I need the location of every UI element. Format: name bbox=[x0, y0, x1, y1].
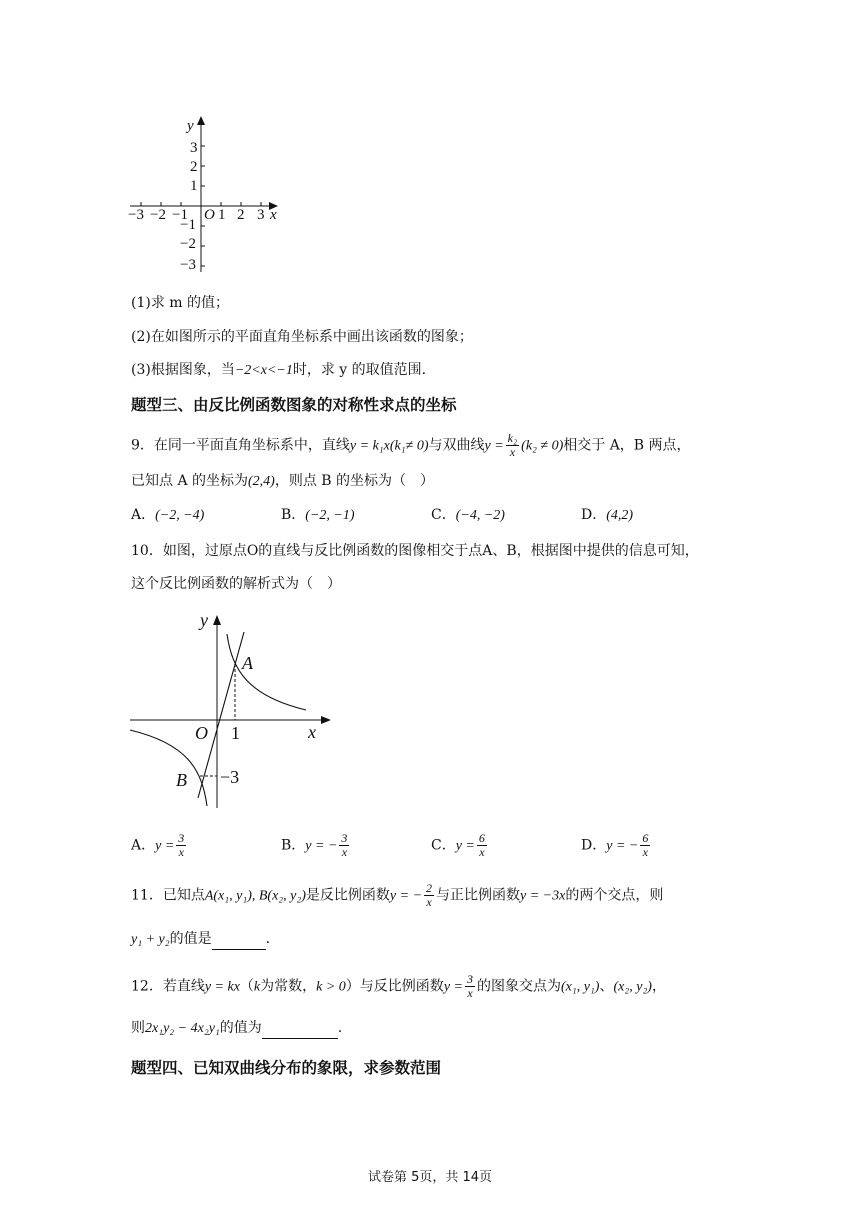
q11-linear-function: y = −3x bbox=[520, 888, 566, 904]
x-tick-label: −2 bbox=[150, 207, 166, 223]
option-text: (−2, −4) bbox=[155, 508, 205, 523]
option-fraction bbox=[640, 832, 650, 859]
q11-function-lhs: y = − bbox=[389, 888, 423, 904]
q9-text: 相交于 A，B 两点， bbox=[563, 437, 691, 454]
fraction-denominator: x bbox=[642, 845, 648, 859]
fraction-denominator: x bbox=[178, 845, 184, 859]
coordinate-grid-figure bbox=[120, 112, 290, 278]
origin-label: O bbox=[204, 207, 215, 223]
y-tick-label: 3 bbox=[190, 140, 198, 156]
hyperbola-figure bbox=[128, 608, 338, 810]
hyperbola-branch-first-quadrant bbox=[227, 634, 306, 710]
option-label: A． bbox=[131, 507, 156, 523]
q9-condition: (k₂ ≠ 0) bbox=[521, 438, 564, 454]
q9-option-c[interactable] bbox=[431, 505, 505, 526]
option-lhs: y = bbox=[155, 838, 175, 854]
point-a-label: A bbox=[242, 653, 253, 673]
section-heading: 题型三、由反比例函数图象的对称性求点的坐标 bbox=[131, 396, 457, 414]
q9-text: 9．在同一平面直角坐标系中，直线 bbox=[131, 437, 350, 454]
q8-part3 bbox=[131, 360, 426, 381]
option-lhs: y = bbox=[455, 838, 475, 854]
fraction-denominator: x bbox=[479, 845, 485, 859]
q11-expression: y₁ + y₂ bbox=[131, 932, 170, 947]
q9-condition: (k₁≠ 0) bbox=[389, 438, 429, 454]
option-text: (4,2) bbox=[606, 508, 634, 523]
fraction-denominator: x bbox=[341, 845, 348, 859]
q9-point-a: (2,4) bbox=[248, 474, 275, 489]
q12-text: ）与反比例函数 bbox=[345, 978, 444, 995]
q12-text: 、 bbox=[599, 978, 614, 995]
x-tick-label: −3 bbox=[128, 207, 144, 223]
q11-text: 的两个交点，则 bbox=[565, 887, 664, 904]
section-heading: 题型四、已知双曲线分布的象限，求参数范围 bbox=[131, 1059, 442, 1077]
fraction-numerator: 2 bbox=[426, 881, 433, 895]
q9-option-d[interactable] bbox=[581, 505, 633, 526]
option-lhs: y = − bbox=[606, 838, 639, 854]
q8-part3-condition: −2<x<−1 bbox=[234, 363, 293, 378]
option-label: C． bbox=[431, 837, 456, 854]
q12-k-condition: k > 0 bbox=[316, 979, 346, 995]
q12-text: 的图象交点为 bbox=[476, 978, 561, 995]
fraction-denominator: x bbox=[509, 445, 516, 459]
q10-option-a[interactable] bbox=[131, 832, 188, 859]
q12-text: ， bbox=[651, 978, 666, 995]
q9-text: 与双曲线 bbox=[428, 437, 485, 454]
option-text: (−2, −1) bbox=[305, 508, 355, 523]
q11-line2 bbox=[131, 929, 270, 950]
q12-text: . bbox=[337, 1020, 343, 1036]
q8-part1: (1)求 m 的值； bbox=[131, 295, 230, 311]
q8-part3-text: 时，求 y 的取值范围. bbox=[292, 362, 427, 378]
q11-text: 的值是 bbox=[169, 931, 212, 947]
x-tick-label: −1 bbox=[172, 207, 188, 223]
q10-option-b[interactable] bbox=[281, 832, 351, 859]
x-tick-label: 3 bbox=[257, 207, 265, 223]
page-footer: 试卷第 5页，共 14页 bbox=[367, 1170, 493, 1185]
fraction-denominator: x bbox=[426, 895, 432, 909]
x-axis-label: x bbox=[308, 722, 316, 742]
q11-text: 是反比例函数 bbox=[305, 887, 390, 904]
fraction-numerator: 6 bbox=[642, 831, 649, 845]
x-tick-label: 1 bbox=[231, 723, 240, 743]
q12-k: k bbox=[253, 979, 261, 995]
y-tick-label: −2 bbox=[180, 236, 196, 252]
q8-part2: (2)在如图所示的平面直角坐标系中画出该函数的图象； bbox=[131, 329, 473, 345]
option-label: D． bbox=[581, 837, 607, 854]
q12-text: 12．若直线 bbox=[131, 978, 205, 995]
q12-line2 bbox=[131, 1018, 342, 1039]
y-tick-label: 2 bbox=[190, 159, 198, 175]
q12-text: 为常数， bbox=[260, 978, 317, 995]
y-axis-label: y bbox=[187, 118, 194, 134]
q12-text: 则 bbox=[131, 1020, 145, 1036]
q12-text: 的值为 bbox=[219, 1020, 262, 1036]
fraction-numerator: k₂ bbox=[507, 431, 518, 445]
q10-line1: 10．如图，过原点O的直线与反比例函数的图像相交于点A、B，根据图中提供的信息可知， bbox=[131, 543, 699, 559]
q9-option-a[interactable] bbox=[131, 505, 204, 526]
q9-hyperbola-lhs: y = bbox=[484, 438, 504, 454]
q12-function-lhs: y = bbox=[443, 979, 463, 995]
q12-function-fraction bbox=[465, 973, 475, 1000]
option-label: C． bbox=[431, 507, 456, 523]
fraction-numerator: 3 bbox=[178, 831, 185, 845]
fraction-numerator: 3 bbox=[341, 831, 348, 845]
option-fraction bbox=[176, 832, 186, 859]
option-fraction bbox=[339, 832, 349, 859]
q9-line-equation: y = k₁x bbox=[349, 438, 390, 454]
point-b-label: B bbox=[176, 770, 187, 790]
y-tick-label: −1 bbox=[180, 217, 196, 233]
fraction-numerator: 6 bbox=[478, 831, 485, 845]
q11-function-fraction bbox=[424, 882, 434, 909]
q9-option-b[interactable] bbox=[281, 505, 355, 526]
x-tick-label: 2 bbox=[237, 207, 245, 223]
q9-line1 bbox=[131, 432, 691, 459]
q9-line2 bbox=[131, 471, 434, 492]
q12-point-2: (x₂, y₂) bbox=[613, 979, 652, 995]
x-axis-arrow bbox=[321, 716, 331, 724]
option-label: B． bbox=[281, 507, 306, 523]
q8-part3-text: (3)根据图象，当 bbox=[131, 362, 235, 378]
q9-text: ，则点 B 的坐标为（ ） bbox=[274, 473, 435, 489]
y-axis-arrow bbox=[213, 615, 221, 625]
q10-option-d[interactable] bbox=[581, 832, 652, 859]
q11-text: . bbox=[265, 931, 271, 947]
option-fraction bbox=[477, 832, 487, 859]
x-tick-label: 1 bbox=[218, 207, 226, 223]
q11-points: A(x₁, y₁), B(x₂, y₂) bbox=[204, 888, 306, 904]
q9-text: 已知点 A 的坐标为 bbox=[131, 473, 249, 489]
q9-hyperbola-fraction bbox=[506, 432, 520, 459]
x-axis-label: x bbox=[270, 207, 277, 223]
fraction-denominator: x bbox=[467, 986, 473, 1000]
option-label: D． bbox=[581, 507, 607, 523]
q12-line-equation: y = kx bbox=[204, 979, 240, 995]
q12-text: （ bbox=[239, 978, 254, 995]
q12-line1 bbox=[131, 973, 666, 1000]
y-tick-label: −3 bbox=[180, 257, 196, 273]
q11-line1 bbox=[131, 882, 663, 909]
option-label: A． bbox=[131, 837, 156, 854]
q10-option-c[interactable] bbox=[431, 832, 489, 859]
y-axis-arrow bbox=[197, 116, 205, 125]
option-text: (−4, −2) bbox=[455, 508, 505, 523]
option-label: B． bbox=[281, 837, 306, 854]
q11-text: 11．已知点 bbox=[131, 887, 205, 904]
y-tick-label: 1 bbox=[190, 178, 198, 194]
answer-blank[interactable] bbox=[262, 1022, 338, 1039]
option-lhs: y = − bbox=[305, 838, 338, 854]
fraction-numerator: 3 bbox=[466, 972, 473, 986]
answer-blank[interactable] bbox=[212, 933, 266, 950]
q11-text: 与正比例函数 bbox=[436, 887, 521, 904]
q10-line2: 这个反比例函数的解析式为（ ） bbox=[131, 576, 341, 592]
y-axis-label: y bbox=[200, 610, 208, 630]
q12-expression: 2x₁y₂ − 4x₂y₁ bbox=[145, 1021, 220, 1036]
origin-label: O bbox=[195, 723, 208, 743]
y-tick-label: −3 bbox=[220, 767, 240, 787]
q12-point-1: (x₁, y₁) bbox=[560, 979, 600, 995]
